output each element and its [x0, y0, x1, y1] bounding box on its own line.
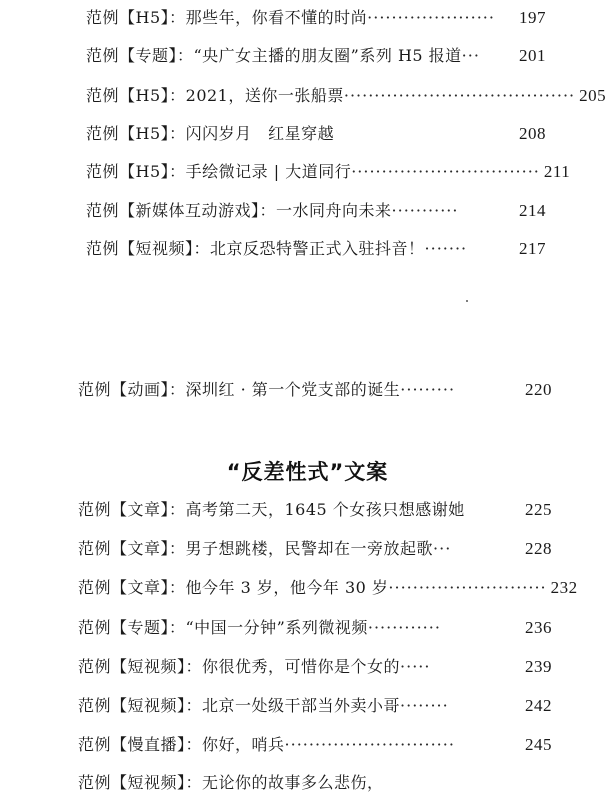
dot-leader: ··· [461, 46, 480, 65]
toc-entry [78, 500, 552, 520]
entry-title: 范例【短视频】：无论你的故事多么悲伤， [78, 773, 384, 792]
toc-entry [78, 539, 552, 559]
dot-leader: ··········· [391, 201, 459, 220]
dot-leader: ····················· [367, 8, 495, 27]
page-number: 225 [525, 500, 552, 519]
toc-entry [86, 46, 546, 66]
dot-leader: ··· [433, 539, 452, 558]
toc-entry [86, 201, 546, 221]
toc-entry [86, 86, 607, 106]
page-number: 228 [525, 539, 552, 558]
entry-title: 范例【H5】：闪闪岁月 红星穿越 [86, 124, 335, 143]
dot-leader: ······· [424, 239, 468, 258]
dot-leader: ········· [400, 380, 456, 399]
toc-entry [78, 657, 552, 677]
page-number: 220 [525, 380, 552, 399]
toc-entry [86, 8, 546, 28]
entry-title: 范例【短视频】：北京一处级干部当外卖小哥 [78, 696, 401, 715]
entry-title: 范例【动画】：深圳红 · 第一个党支部的诞生 [78, 380, 401, 399]
entry-title: 范例【专题】：“央广女主播的朋友圈”系列 H5 报道 [86, 46, 462, 65]
dot-leader: ······································ [343, 86, 576, 105]
toc-entry [78, 773, 552, 793]
entry-title: 范例【新媒体互动游戏】：一水同舟向未来 [86, 201, 392, 220]
page-number: 208 [519, 124, 546, 143]
entry-title: 范例【文章】：高考第二天，1645 个女孩只想感谢她 [78, 500, 465, 519]
scan-speck [466, 300, 468, 302]
entry-title: 范例【H5】：2021，送你一张船票 [86, 86, 344, 105]
dot-leader: ········ [400, 696, 449, 715]
page-number: 242 [525, 696, 552, 715]
entry-title: 范例【短视频】：你很优秀，可惜你是个女的 [78, 657, 401, 676]
dot-leader: ····· [400, 657, 431, 676]
toc-entry [78, 735, 552, 755]
toc-entry [78, 696, 552, 716]
entry-title: 范例【短视频】：北京反恐特警正式入驻抖音！ [86, 239, 425, 258]
page-number: 232 [550, 578, 578, 597]
dot-leader: ······························· [351, 162, 540, 181]
toc-entry [86, 124, 546, 144]
dot-leader: ···························· [284, 735, 455, 754]
entry-title: 范例【H5】：那些年，你看不懂的时尚 [86, 8, 368, 27]
entry-title: 范例【专题】：“中国一分钟”系列微视频 [78, 618, 368, 637]
page-number: 197 [519, 8, 546, 27]
page-number: 236 [525, 618, 552, 637]
page-number: 217 [519, 239, 546, 258]
entry-title: 范例【慢直播】：你好，哨兵 [78, 735, 285, 754]
entry-title: 范例【文章】：男子想跳楼，民警却在一旁放起歌 [78, 539, 434, 558]
dot-leader: ·························· [388, 578, 547, 597]
page-number: 201 [519, 46, 546, 65]
page-number: 245 [525, 735, 552, 754]
page-number: 214 [519, 201, 546, 220]
toc-entry [86, 162, 571, 182]
entry-title: 范例【H5】：手绘微记录 | 大道同行 [86, 162, 352, 181]
entry-title: 范例【文章】：他今年 3 岁，他今年 30 岁 [78, 578, 389, 597]
toc-entry [78, 380, 552, 400]
toc-entry [86, 239, 546, 259]
toc-entry [78, 578, 578, 598]
page-number: 239 [525, 657, 552, 676]
toc-entry [78, 618, 552, 638]
dot-leader: ············ [367, 618, 441, 637]
page-number: 211 [543, 162, 571, 181]
page-number: 205 [579, 86, 607, 105]
section-heading: “反差性式”文案 [226, 460, 389, 484]
